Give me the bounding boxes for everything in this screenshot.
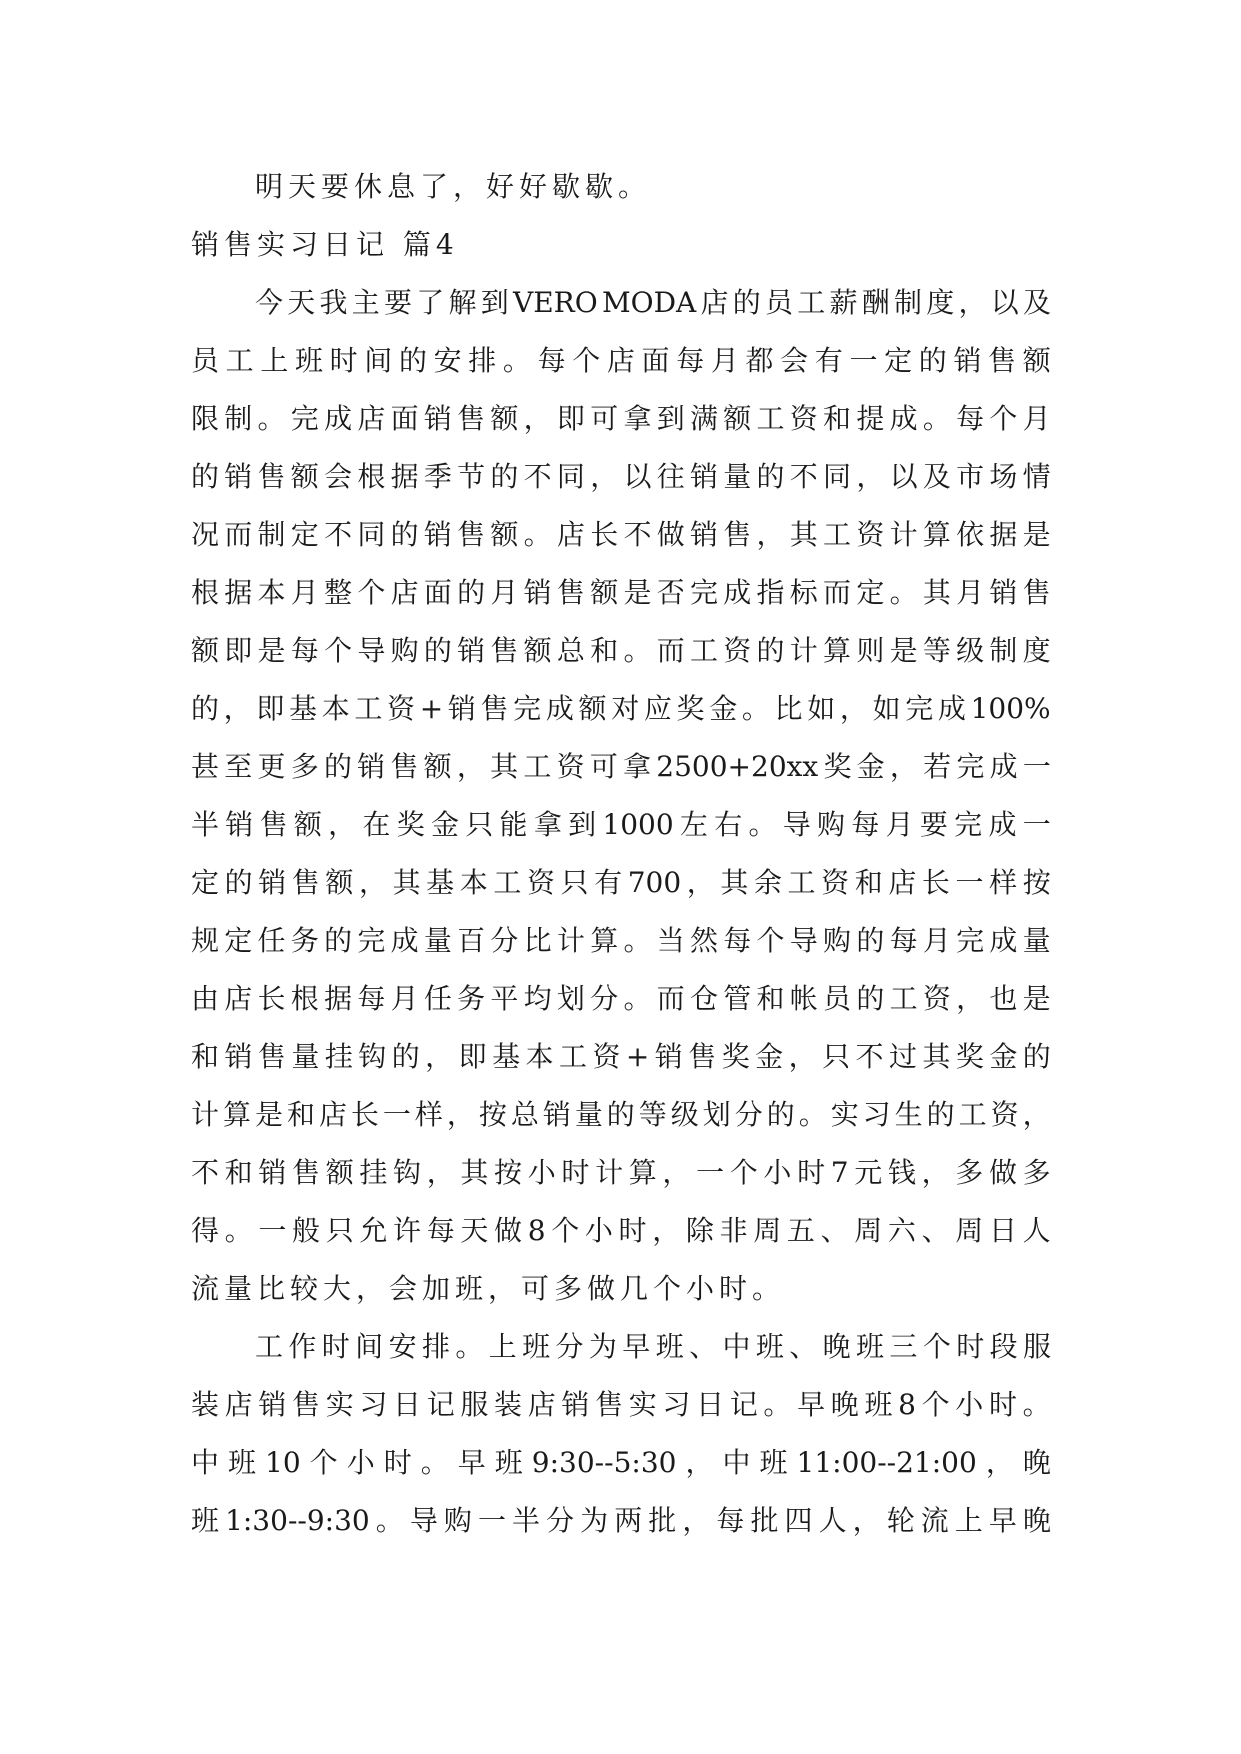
paragraph-1 [191,274,1051,1318]
paragraph-line: 中 班 10 个 小 时 。 早 班 9:30--5:30 ， 中 班 11:00--21:00 ， 晚 [191,1446,1051,1479]
prev-section-tail: 明天要休息了，好好歇歇。 [255,170,652,203]
paragraph-line: 今 天 我 主 要 了 解 到 VERO MODA 店 的 员 工 薪 酬 制 度 ， 以 及 [255,286,1051,319]
paragraph-line: 规 定 任 务 的 完 成 量 百 分 比 计 算 。 当 然 每 个 导 购 的 每 月 完 成 量 [191,924,1051,957]
paragraph-line: 得 。 一 般 只 允 许 每 天 做 8 个 小 时 ， 除 非 周 五 、 周 六 、 周 日 人 [191,1214,1051,1247]
paragraph-line: 根 据 本 月 整 个 店 面 的 月 销 售 额 是 否 完 成 指 标 而 定 。 其 月 销 售 [191,576,1051,609]
paragraph-2 [191,1318,1051,1550]
paragraph-line: 计 算 是 和 店 长 一 样 ， 按 总 销 量 的 等 级 划 分 的 。 实 习 生 的 工 资 ， [191,1098,1051,1131]
paragraph-line: 的 ， 即 基 本 工 资 + 销 售 完 成 额 对 应 奖 金 。 比 如 ， 如 完 成 100% [191,692,1051,725]
paragraph-line: 况 而 制 定 不 同 的 销 售 额 。 店 长 不 做 销 售 ， 其 工 资 计 算 依 据 是 [191,518,1051,551]
paragraph-line: 定 的 销 售 额 ， 其 基 本 工 资 只 有 700 ， 其 余 工 资 和 店 长 一 样 按 [191,866,1051,899]
paragraph-line: 的 销 售 额 会 根 据 季 节 的 不 同 ， 以 往 销 量 的 不 同 ， 以 及 市 场 情 [191,460,1051,493]
document-page [191,158,1051,1550]
paragraph-line: 员 工 上 班 时 间 的 安 排 。 每 个 店 面 每 月 都 会 有 一 定 的 销 售 额 [191,344,1051,377]
paragraph-line: 和 销 售 量 挂 钩 的 ， 即 基 本 工 资 + 销 售 奖 金 ， 只 不 过 其 奖 金 的 [191,1040,1051,1073]
paragraph-line: 半 销 售 额 ， 在 奖 金 只 能 拿 到 1000 左 右 。 导 购 每 月 要 完 成 一 [191,808,1051,841]
paragraph-line: 工 作 时 间 安 排 。 上 班 分 为 早 班 、 中 班 、 晚 班 三 个 时 段 服 [255,1330,1051,1363]
paragraph-line: 限 制 。 完 成 店 面 销 售 额 ， 即 可 拿 到 满 额 工 资 和 提 成 。 每 个 月 [191,402,1051,435]
paragraph-line: 不 和 销 售 额 挂 钩 ， 其 按 小 时 计 算 ， 一 个 小 时 7 元 钱 ， 多 做 多 [191,1156,1051,1189]
paragraph-line: 由 店 长 根 据 每 月 任 务 平 均 划 分 。 而 仓 管 和 帐 员 的 工 资 ， 也 是 [191,982,1051,1015]
paragraph-line: 流量比较大，会加班，可多做几个小时。 [191,1272,786,1305]
section-heading: 销售实习日记 篇4 [191,228,459,261]
paragraph-line: 甚 至 更 多 的 销 售 额 ， 其 工 资 可 拿 2500+20xx 奖 金 ， 若 完 成 一 [191,750,1051,783]
paragraph-line: 额 即 是 每 个 导 购 的 销 售 额 总 和 。 而 工 资 的 计 算 则 是 等 级 制 度 [191,634,1051,667]
paragraph-line: 装 店 销 售 实 习 日 记 服 装 店 销 售 实 习 日 记 。 早 晚 班 8 个 小 时 。 [191,1388,1051,1421]
paragraph-line: 班 1:30--9:30 。 导 购 一 半 分 为 两 批 ， 每 批 四 人 ， 轮 流 上 早 晚 [191,1504,1051,1537]
